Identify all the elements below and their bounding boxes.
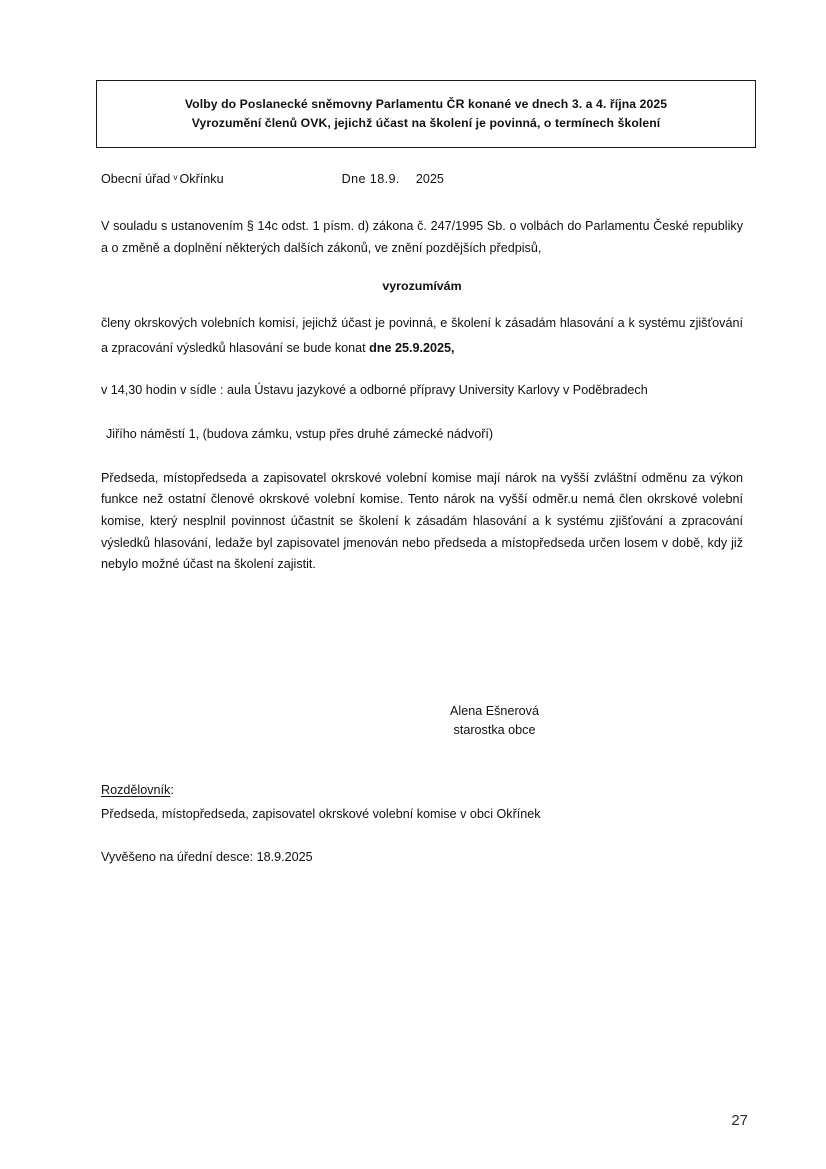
- distribution-title: [101, 780, 174, 802]
- office-name: Obecní úřad: [101, 172, 171, 186]
- issuing-office: [101, 172, 224, 186]
- declaration-heading: vyrozumívám: [382, 279, 462, 294]
- distribution-block: [101, 780, 743, 869]
- office-preposition: v: [173, 172, 178, 182]
- signatory-name: Alena Ešnerová: [450, 704, 539, 718]
- date-label: Dne 18.9.: [341, 172, 400, 186]
- venue-line-2: Jiřího náměstí 1, (budova zámku, vstup přes druhé zámecké nádvoří): [106, 427, 494, 442]
- office-date-row: [101, 172, 743, 186]
- page-number: 27: [731, 1112, 748, 1129]
- training-date: dne 25.9.2025,: [369, 340, 455, 355]
- document-header-box: [96, 80, 756, 148]
- office-place: Okřínku: [179, 172, 224, 186]
- distribution-title-colon: :: [170, 783, 174, 797]
- distribution-title-underlined: Rozdělovník: [101, 783, 171, 797]
- header-title-line-1: Volby do Poslanecké sněmovny Parlamentu ČR konané ve dnech 3. a 4. října 2025: [184, 97, 668, 112]
- reward-paragraph: Předseda, místopředseda a zapisovatel okrskové volební komise mají nárok na vyšší zvláštní odměnu za výkon funkce než ostatní členové okrskové volební komise. Tento nárok na vyšší odměr.u nemá člen okrskové volební komise, který nesplnil povinnost účastnit se školení k zásadám hlasování a k systému zjišťování a zpracování výsledků hlasování, ledaže byl zapisovatel jmenován nebo předseda a místopředseda určen losem v době, kdy již nebylo možné účast na školení zajistit.: [101, 470, 743, 572]
- date-year: 2025: [415, 172, 444, 186]
- notice-paragraph: [101, 311, 743, 360]
- header-title-line-2: Vyrozumění členů OVK, jejichž účast na školení je povinná, o termínech školení: [191, 116, 661, 130]
- distribution-recipients: Předseda, místopředseda, zapisovatel okrskové volební komise v obci Okřínek: [101, 806, 541, 821]
- document-body: [101, 172, 743, 865]
- signatory-role: starostka obce: [453, 722, 536, 737]
- notice-text: členy okrskových volebních komisí, jejichž účast je povinná, e školení k zásadám hlasování a k systému zjišťování a zpracování výsledků hlasování se bude konat: [101, 316, 743, 355]
- posted-notice: Vyvěšeno na úřední desce: 18.9.2025: [101, 850, 313, 865]
- legal-basis-paragraph: V souladu s ustanovením § 14c odst. 1 písm. d) zákona č. 247/1995 Sb. o volbách do Parlamentu České republiky a o změně a doplnění některých dalších zákonů, ve znění pozdějších předpisů,: [101, 219, 743, 255]
- signature-block: [101, 702, 743, 740]
- venue-line-1: v 14,30 hodin v sídle : aula Ústavu jazykové a odborné přípravy University Karlovy v Poděbradech: [101, 383, 648, 398]
